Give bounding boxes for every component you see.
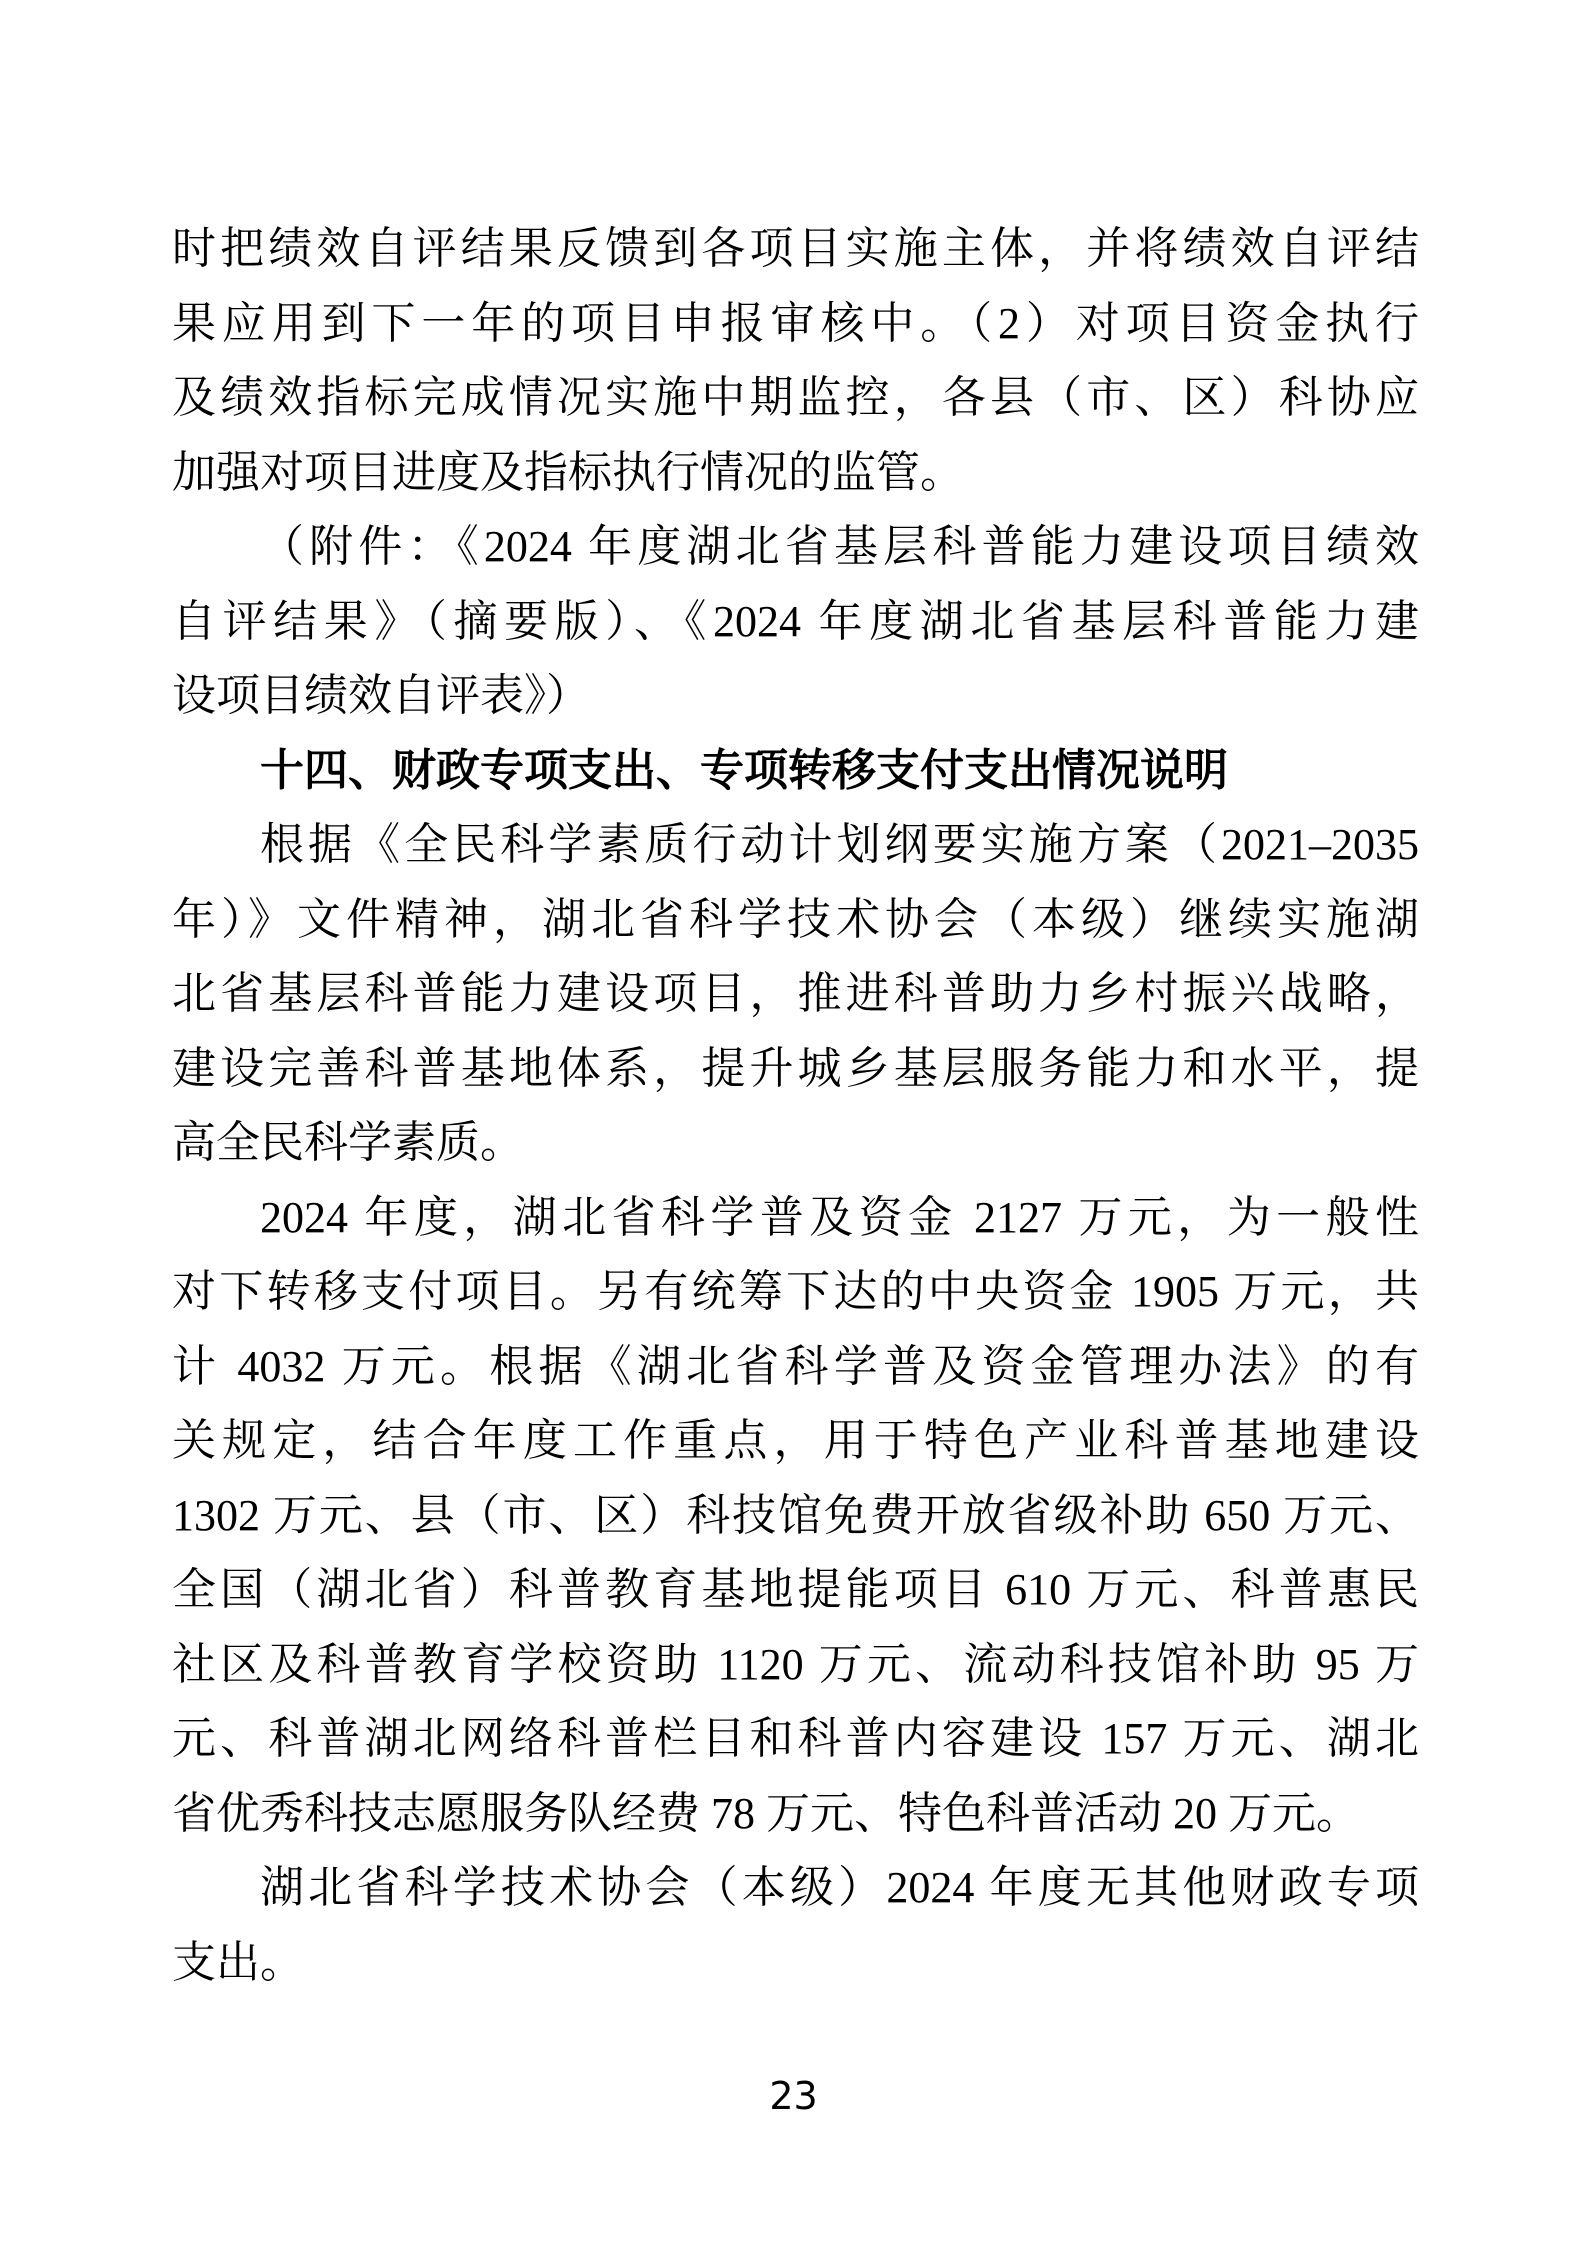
text-line: 建设完善科普基地体系，提升城乡基层服务能力和水平，提 <box>172 1043 1419 1093</box>
section-heading: 十四、财政专项支出、专项转移支付支出情况说明 <box>260 745 1228 795</box>
text-line: 湖北省科学技术协会（本级）2024 年度无其他财政专项 <box>260 1863 1419 1912</box>
text-line: 元、科普湖北网络科普栏目和科普内容建设 157 万元、湖北 <box>172 1714 1419 1763</box>
text-line: 设项目绩效自评表》） <box>172 671 590 720</box>
text-line: 1302 万元、县（市、区）科技馆免费开放省级补助 650 万元、 <box>172 1490 1419 1540</box>
page-number: 23 <box>769 2074 818 2118</box>
text-line: 及绩效指标完成情况实施中期监控，各县（市、区）科协应 <box>172 373 1419 422</box>
document-body <box>172 212 1419 2000</box>
text-line: 支出。 <box>172 1937 304 1987</box>
text-line: 省优秀科技志愿服务队经费 78 万元、特色科普活动 20 万元。 <box>172 1788 1360 1838</box>
page-footer <box>0 2072 1587 2120</box>
text-line: 年）》文件精神，湖北省科学技术协会（本级）继续实施湖 <box>172 894 1419 944</box>
text-line: 根据《全民科学素质行动计划纲要实施方案（2021–2035 <box>260 820 1419 869</box>
text-line: 计 4032 万元。根据《湖北省科学普及资金管理办法》的有 <box>172 1341 1419 1391</box>
text-line: 自评结果》（摘要版）、《2024 年度湖北省基层科普能力建 <box>172 596 1419 646</box>
text-line: （附件：《2024 年度湖北省基层科普能力建设项目绩效 <box>260 522 1419 571</box>
text-line: 时把绩效自评结果反馈到各项目实施主体，并将绩效自评结 <box>172 224 1419 273</box>
text-line: 加强对项目进度及指标执行情况的监管。 <box>172 447 964 497</box>
text-line: 高全民科学素质。 <box>172 1118 524 1167</box>
text-line: 果应用到下一年的项目申报审核中。（2）对项目资金执行 <box>172 298 1419 348</box>
text-line: 对下转移支付项目。另有统筹下达的中央资金 1905 万元，共 <box>172 1267 1419 1316</box>
text-line: 关规定，结合年度工作重点，用于特色产业科普基地建设 <box>172 1416 1419 1465</box>
text-line: 北省基层科普能力建设项目，推进科普助力乡村振兴战略， <box>172 969 1419 1018</box>
text-line: 社区及科普教育学校资助 1120 万元、流动科技馆补助 95 万 <box>172 1639 1419 1689</box>
text-line: 2024 年度，湖北省科学普及资金 2127 万元，为一般性 <box>260 1192 1419 1242</box>
text-line: 全国（湖北省）科普教育基地提能项目 610 万元、科普惠民 <box>172 1565 1419 1614</box>
